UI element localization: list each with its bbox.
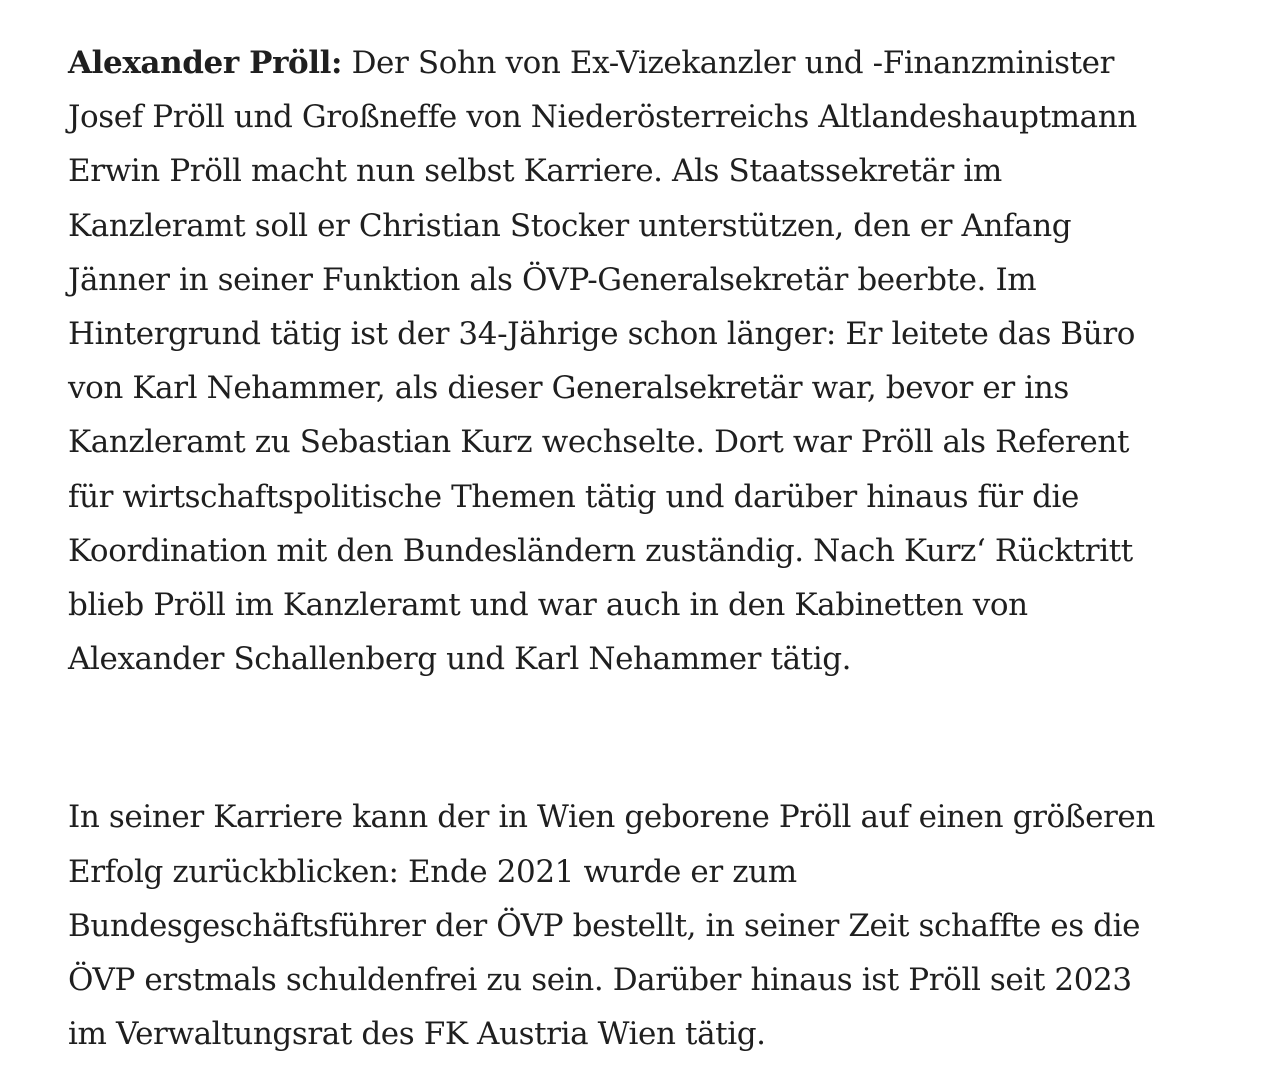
text-line: im Verwaltungsrat des FK Austria Wien tätig.	[68, 1016, 766, 1053]
text-line: Erwin Pröll macht nun selbst Karriere. Als Staatssekretär im	[68, 153, 1002, 190]
text-line: ÖVP erstmals schuldenfrei zu sein. Darüber hinaus ist Pröll seit 2023	[68, 962, 1132, 999]
text-line: Kanzleramt soll er Christian Stocker unterstützen, den er Anfang	[68, 207, 1072, 244]
text-line: Alexander Schallenberg und Karl Nehammer tätig.	[68, 641, 852, 678]
paragraph-2	[68, 790, 1218, 1061]
text-line: für wirtschaftspolitische Themen tätig und darüber hinaus für die	[68, 478, 1079, 515]
text-line: von Karl Nehammer, als dieser Generalsekretär war, bevor er ins	[68, 370, 1069, 407]
paragraph-1	[68, 36, 1218, 686]
text-line: Der Sohn von Ex-Vizekanzler und -Finanzminister	[351, 45, 1115, 81]
paragraph-lead: Alexander Pröll:	[68, 45, 343, 81]
text-line: Bundesgeschäftsführer der ÖVP bestellt, in seiner Zeit schaffte es die	[68, 907, 1141, 944]
text-line: Hintergrund tätig ist der 34-Jährige schon länger: Er leitete das Büro	[68, 316, 1136, 353]
text-line: Jänner in seiner Funktion als ÖVP-Generalsekretär beerbte. Im	[68, 261, 1037, 298]
text-line: Josef Pröll und Großneffe von Niederösterreichs Altlandeshauptmann	[68, 99, 1137, 136]
text-line: Koordination mit den Bundesländern zuständig. Nach Kurz‘ Rücktritt	[68, 532, 1133, 569]
article-body	[68, 36, 1218, 1061]
text-line: Kanzleramt zu Sebastian Kurz wechselte. Dort war Pröll als Referent	[68, 424, 1130, 461]
text-line: blieb Pröll im Kanzleramt und war auch in den Kabinetten von	[68, 587, 1028, 624]
text-line: Erfolg zurückblicken: Ende 2021 wurde er zum	[68, 853, 797, 890]
text-line: In seiner Karriere kann der in Wien geborene Pröll auf einen größeren	[68, 799, 1155, 836]
